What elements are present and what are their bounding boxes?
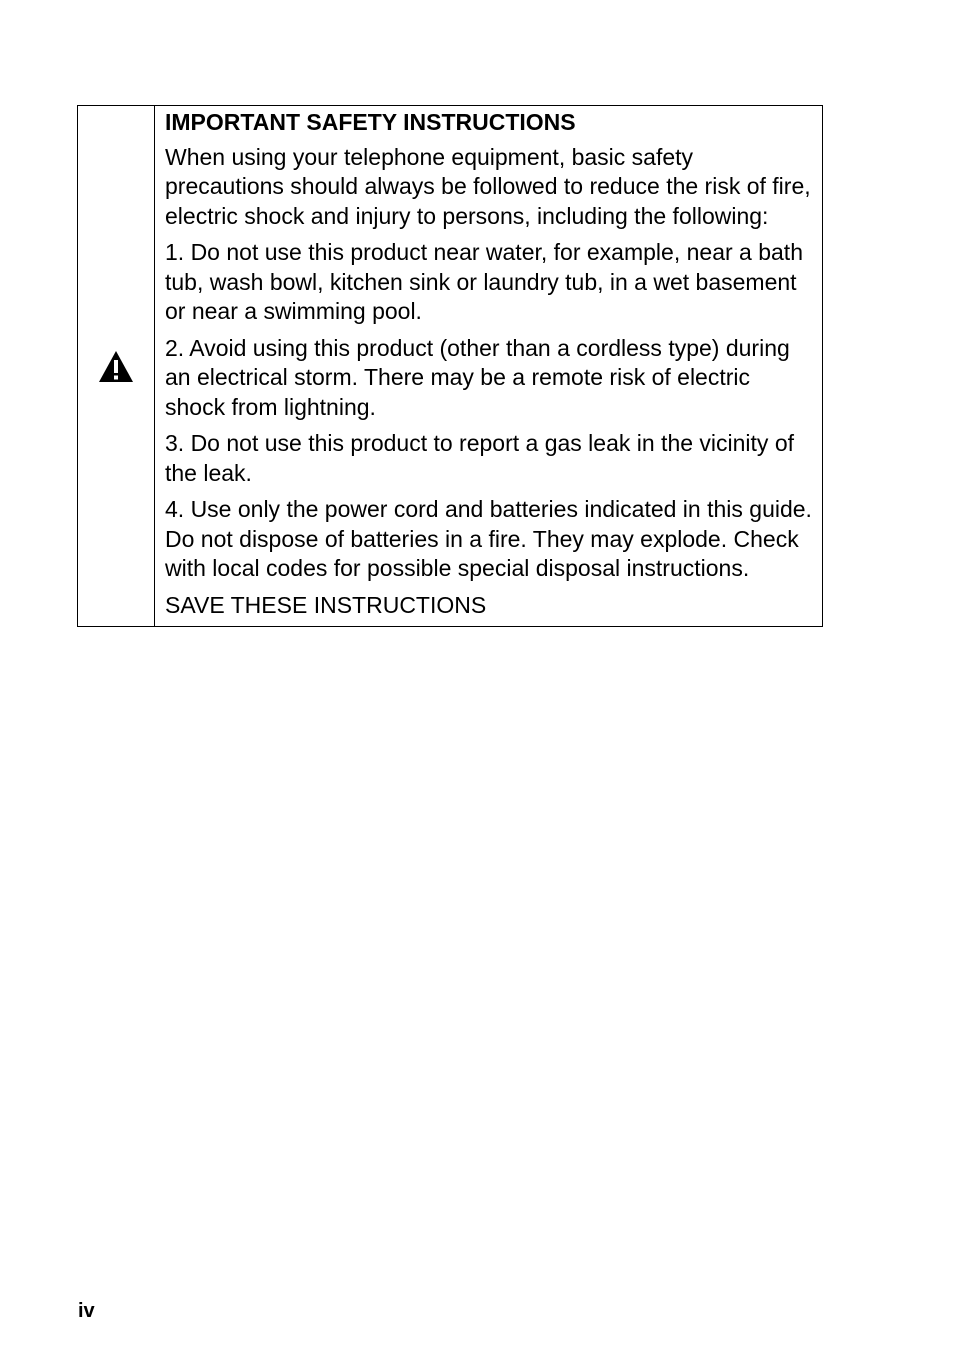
safety-item-3: 3. Do not use this product to report a gas leak in the vicinity of the leak.: [165, 430, 795, 486]
safety-closing: SAVE THESE INSTRUCTIONS: [165, 591, 487, 618]
safety-intro: When using your telephone equipment, basic safety precautions should always be followed to reduce the risk of fire, electric shock and injury to persons, including the following:: [165, 143, 811, 229]
safety-text-cell: [155, 106, 823, 627]
warning-icon-cell: [78, 106, 155, 627]
warning-triangle-icon: [98, 350, 134, 383]
safety-row: [78, 106, 823, 627]
safety-item-2: 2. Avoid using this product (other than a cordless type) during an electrical storm. There may be a remote risk of electric shock from lightning.: [165, 334, 790, 420]
safety-heading: IMPORTANT SAFETY INSTRUCTIONS: [165, 109, 576, 135]
page-number: iv: [78, 1300, 95, 1322]
safety-item-4: 4. Use only the power cord and batteries indicated in this guide. Do not dispose of batteries in a fire. They may explode. Check with local codes for possible special disposal instructions.: [165, 496, 812, 581]
safety-item-1: 1. Do not use this product near water, for example, near a bath tub, wash bowl, kitchen sink or laundry tub, in a wet basement or near a swimming pool.: [165, 239, 803, 324]
safety-instructions-box: [77, 105, 823, 627]
